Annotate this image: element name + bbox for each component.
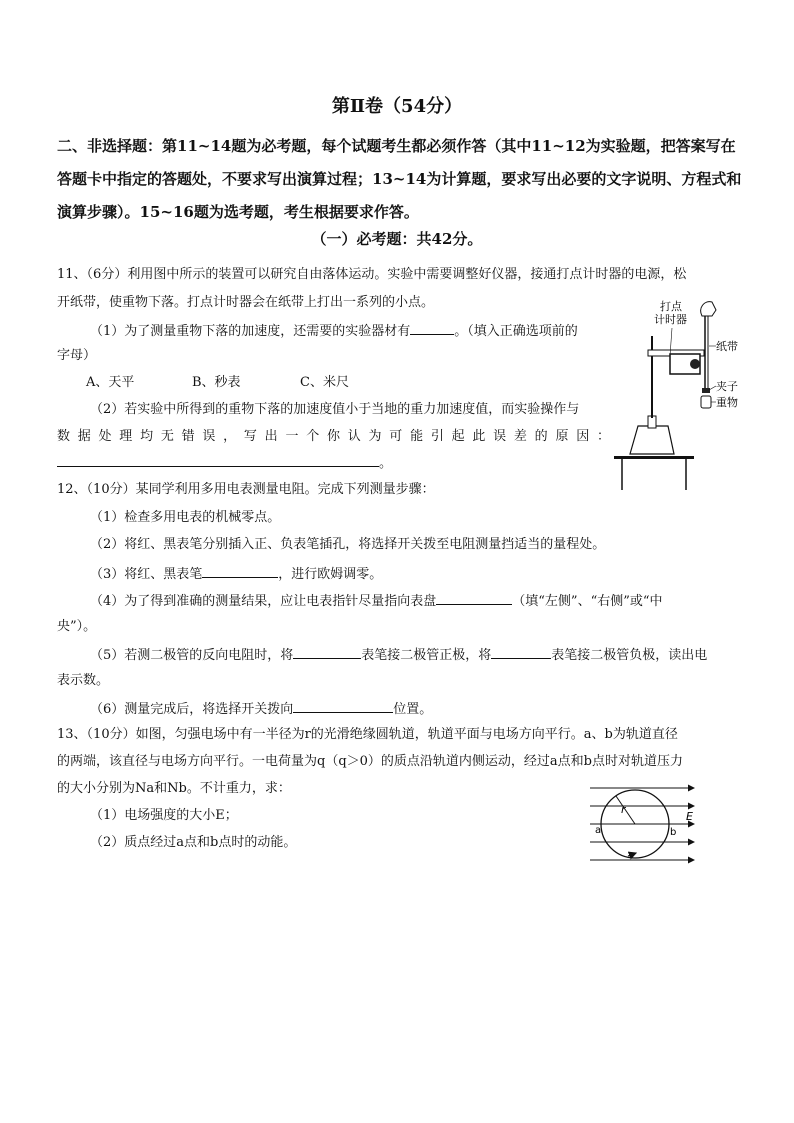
q12-step3-blank[interactable] bbox=[202, 563, 278, 578]
label-point-a: a bbox=[595, 825, 602, 836]
label-timer: 打点 bbox=[660, 300, 682, 313]
q12-line1: 12、（10分）某同学利用多用电表测量电阻。完成下列测量步骤： bbox=[57, 482, 435, 497]
label-weight: 重物 bbox=[716, 396, 738, 409]
q12-step3-text: （3）将红、黑表笔 bbox=[90, 567, 203, 582]
q12-step6-text: （6）测量完成后，将选择开关拨向 bbox=[90, 702, 294, 717]
q12-step4-blank[interactable] bbox=[436, 590, 512, 605]
q11-part1 bbox=[90, 320, 578, 342]
q12-step5-text-c: 表笔接二极管负极，读出电 bbox=[551, 648, 708, 663]
q12-step5-blank-1[interactable] bbox=[293, 644, 361, 659]
q12-step3 bbox=[90, 563, 382, 585]
q13-line3: 的大小分别为Na和Nb。不计重力，求： bbox=[57, 781, 291, 796]
q12-step4-cont: 央”）。 bbox=[57, 619, 97, 634]
electric-field-circle-figure bbox=[588, 780, 700, 868]
q11-line1: 11、（6分）利用图中所示的装置可以研究自由落体运动。实验中需要调整好仪器，接通打点计时器的电源，松 bbox=[57, 267, 687, 282]
q12-step6-blank[interactable] bbox=[293, 698, 393, 713]
q12-step4 bbox=[90, 590, 663, 612]
section-intro: 二、非选择题：第11~14题为必考题，每个试题考生都必须作答（其中11~12为实验题，把答案写在答题卡中指定的答题处，不要求写出演算过程；13~14为计算题，要求写出必要的文字说明、方程式和演算步骤）。15~16题为选考题，考生根据要求作答。 bbox=[57, 137, 742, 221]
label-radius: r bbox=[621, 803, 626, 816]
free-fall-apparatus-figure bbox=[612, 298, 742, 493]
q12-step4-text: （4）为了得到准确的测量结果，应让电表指针尽量指向表盘 bbox=[90, 594, 437, 609]
q12-step6 bbox=[90, 698, 432, 720]
q11-part1-blank[interactable] bbox=[410, 320, 454, 335]
q12-step6-text-b: 位置。 bbox=[393, 702, 433, 717]
q11-part1-text: （1）为了测量重物下落的加速度，还需要的实验器材有 bbox=[90, 324, 411, 339]
label-clip: 夹子 bbox=[716, 380, 738, 393]
q11-part2-line2: 数据处理均无错误，写出一个你认为可能引起此误差的原因： bbox=[57, 429, 610, 444]
label-paper-tape: 纸带 bbox=[716, 340, 738, 353]
q12-step5 bbox=[90, 644, 707, 666]
q12-step5-blank-2[interactable] bbox=[491, 644, 551, 659]
q11-option-c: C、米尺 bbox=[300, 375, 349, 390]
q12-step4-text-b: （填“左侧”、“右侧”或“中 bbox=[512, 594, 663, 609]
q12-step5-text: （5）若测二极管的反向电阻时，将 bbox=[90, 648, 294, 663]
q11-part2-blank[interactable] bbox=[57, 452, 379, 467]
subsection-heading: （一）必考题：共42分。 bbox=[311, 230, 483, 248]
q12-step3-text-b: ，进行欧姆调零。 bbox=[278, 567, 383, 582]
label-field-E: E bbox=[686, 810, 693, 823]
q11-line2: 开纸带，使重物下落。打点计时器会在纸带上打出一系列的小点。 bbox=[57, 295, 435, 310]
label-point-b: b bbox=[670, 827, 677, 838]
q12-step2: （2）将红、黑表笔分别插入正、负表笔插孔，将选择开关拨至电阻测量挡适当的量程处。 bbox=[90, 537, 606, 552]
q12-step5-text-b: 表笔接二极管正极，将 bbox=[361, 648, 492, 663]
q11-part2-line3 bbox=[57, 452, 392, 474]
label-timer-2: 计时器 bbox=[654, 313, 687, 326]
q12-step1: （1）检查多用电表的机械零点。 bbox=[90, 510, 281, 525]
q11-part2-line1: （2）若实验中所得到的重物下落的加速度值小于当地的重力加速度值，而实验操作与 bbox=[90, 402, 580, 417]
q13-line2: 的两端，该直径与电场方向平行。一电荷量为q（q＞0）的质点沿轨道内侧运动，经过a点和b点时对轨道压力 bbox=[57, 754, 683, 769]
q13-part1: （1）电场强度的大小E； bbox=[90, 808, 238, 823]
q11-part1-text-b: 。（填入正确选项前的 bbox=[454, 324, 578, 339]
q13-part2: （2）质点经过a点和b点时的动能。 bbox=[90, 835, 297, 850]
q11-part2-end: 。 bbox=[379, 456, 393, 471]
q11-option-a: A、天平 bbox=[86, 375, 135, 390]
q13-line1: 13、（10分）如图，匀强电场中有一半径为r的光滑绝缘圆轨道，轨道平面与电场方向平行。a、b为轨道直径 bbox=[57, 727, 678, 742]
paper-title: 第Ⅱ卷（54分） bbox=[331, 96, 463, 117]
q11-part1-cont: 字母） bbox=[57, 348, 97, 363]
q11-option-b: B、秒表 bbox=[192, 375, 241, 390]
q12-step5-cont: 表示数。 bbox=[57, 673, 110, 688]
